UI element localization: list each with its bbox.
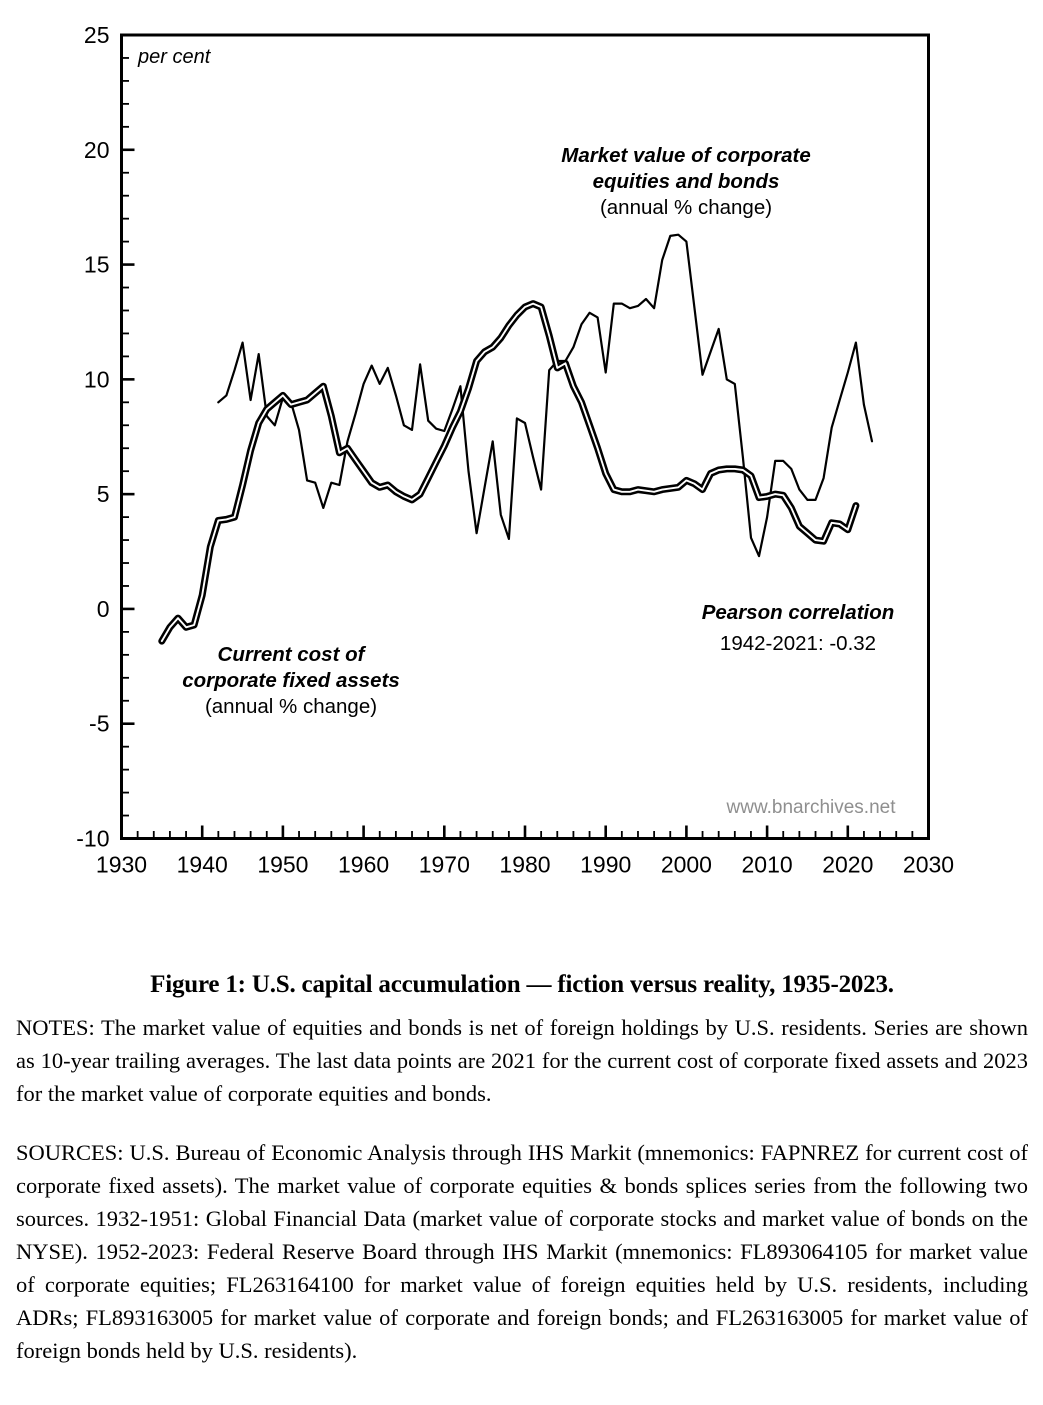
current-cost-label-line2: corporate fixed assets: [182, 669, 400, 692]
y-tick-label: 25: [83, 22, 110, 48]
x-tick-label: 2010: [741, 851, 793, 878]
y-tick-label: -10: [76, 825, 110, 852]
market-value-series-label: [561, 143, 811, 221]
y-tick-label: 15: [83, 251, 110, 278]
figure-notes: NOTES: The market value of equities and bonds is net of foreign holdings by U.S. residents. Series are shown as 10-year trailing averages. The last data points are 2021 for the current cost of corporate fixed assets and 2023 for the market value of corporate equities and bonds.: [16, 1015, 1028, 1106]
market-value-label-line3: (annual % change): [599, 196, 773, 219]
market-value-label-line1: Market value of corporate: [561, 144, 811, 167]
y-axis-unit-label: per cent: [138, 46, 211, 68]
x-tick-label: 2030: [902, 851, 955, 878]
series-current-cost-line: [162, 304, 856, 641]
pearson-correlation-note: [702, 597, 895, 659]
x-tick-label: 2000: [660, 851, 712, 878]
y-tick-label: 5: [96, 481, 110, 508]
x-tick-label: 1930: [95, 851, 148, 878]
x-tick-label: 1940: [176, 851, 228, 878]
y-tick-label: -5: [89, 710, 110, 737]
y-tick-label: 10: [83, 366, 110, 393]
x-tick-label: 2020: [822, 851, 874, 878]
figure-sources: SOURCES: U.S. Bureau of Economic Analysis through IHS Markit (mnemonics: FAPNREZ for current cost of corporate fixed assets). The market value of corporate equities & bonds splices series from the following two sources. 1932-1951: Global Financial Data (market value of corporate stocks and market value of bonds on the NYSE). 1952-2023: Federal Reserve Board through IHS Markit (mnemonics: FL893064105 for market value of corporate equities; FL263164100 for market value of foreign equities held by U.S. residents, including ADRs; FL893163005 for market value of corporate and foreign bonds; and FL263163005 for market value of foreign bonds held by U.S. residents).: [16, 1140, 1028, 1363]
x-tick-label: 1980: [499, 851, 551, 878]
x-tick-label: 1970: [418, 851, 470, 878]
caption-block: [16, 971, 1028, 1367]
watermark-url: www.bnarchives.net: [726, 797, 896, 818]
pearson-note-line2: 1942-2021: -0.32: [719, 632, 877, 655]
figure-caption: Figure 1: U.S. capital accumulation — fiction versus reality, 1935-2023.: [150, 971, 894, 998]
x-tick-label: 1960: [338, 851, 390, 878]
current-cost-series-label: [182, 642, 400, 720]
y-tick-label: 0: [96, 595, 110, 622]
current-cost-label-line1: Current cost of: [217, 643, 365, 666]
current-cost-label-line3: (annual % change): [204, 695, 378, 718]
x-tick-label: 1990: [580, 851, 632, 878]
pearson-note-line1: Pearson correlation: [701, 601, 895, 624]
y-tick-label: 20: [83, 136, 110, 163]
market-value-label-line2: equities and bonds: [592, 170, 780, 193]
x-tick-label: 1950: [257, 851, 309, 878]
